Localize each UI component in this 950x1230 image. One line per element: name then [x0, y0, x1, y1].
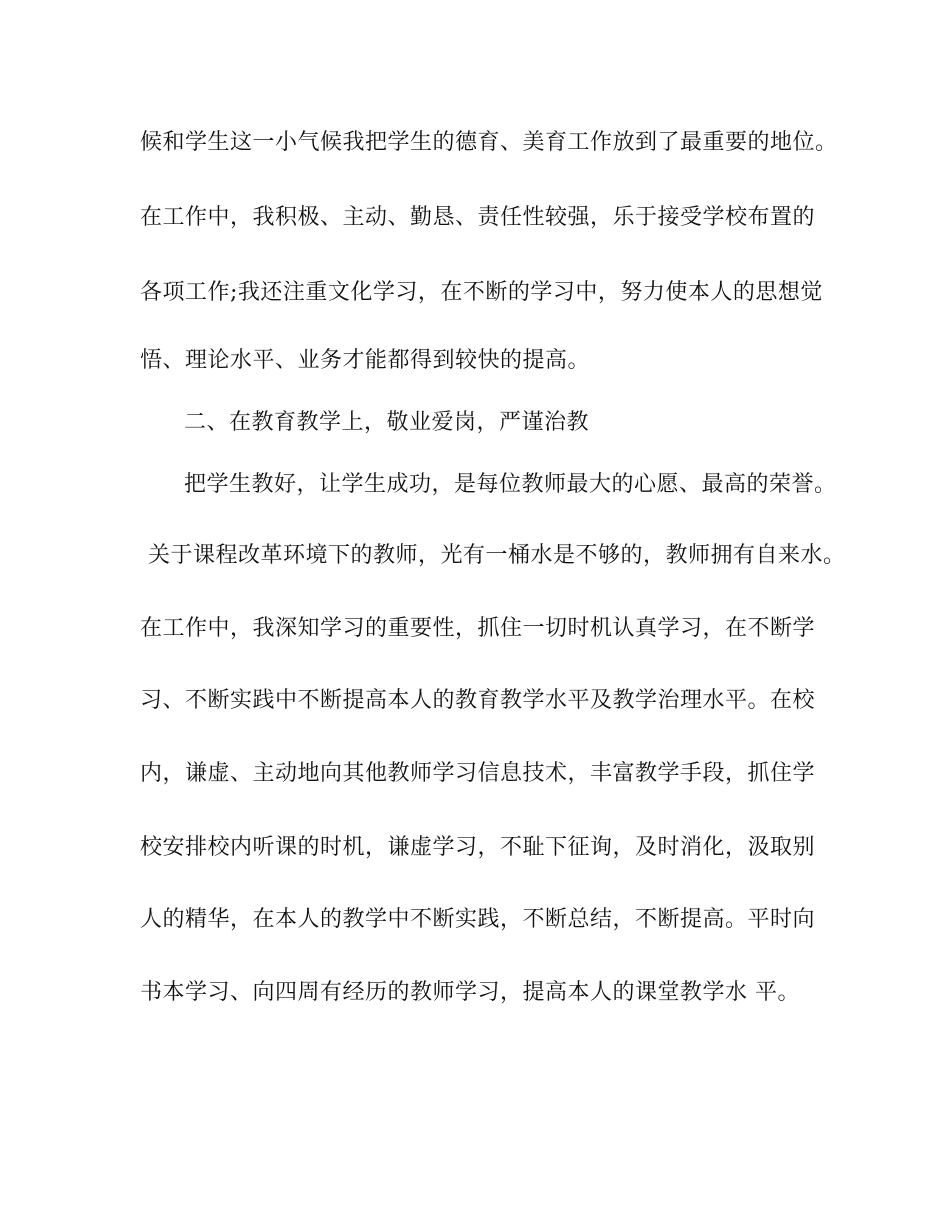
- paragraph-line: 内，谦虚、主动地向其他教师学习信息技术，丰富教学手段，抓住学: [140, 761, 816, 786]
- paragraph-line: 书本学习、向四周有经历的教师学习，提高本人的课堂教学水 平。: [140, 980, 800, 1005]
- paragraph-line: 校安排校内听课的时机，谦虚学习，不耻下征询，及时消化，汲取别: [140, 835, 816, 860]
- section-heading: 二、在教育教学上，敬业爱岗，严谨治教: [184, 410, 590, 435]
- paragraph-line: 把学生教好，让学生成功，是每位教师最大的心愿、最高的荣誉。: [184, 472, 837, 497]
- paragraph-line: 人的精华，在本人的教学中不断实践，不断总结，不断提高。平时向: [140, 907, 816, 932]
- paragraph-line: 习、不断实践中不断提高本人的教育教学水平及教学治理水平。在校: [140, 688, 816, 713]
- paragraph-line: 各项工作;我还注重文化学习，在不断的学习中，努力使本人的思想觉: [140, 280, 823, 305]
- paragraph-line: 悟、理论水平、业务才能都得到较快的提高。: [140, 348, 591, 373]
- paragraph-line: 候和学生这一小气候我把学生的德育、美育工作放到了最重要的地位。: [140, 130, 838, 155]
- paragraph-line: 关于课程改革环境下的教师，光有一桶水是不够的，教师拥有自来水。: [148, 543, 846, 568]
- paragraph-line: 在工作中，我积极、主动、勤恳、责任性较强，乐于接受学校布置的: [140, 205, 816, 230]
- paragraph-line: 在工作中，我深知学习的重要性，抓住一切时机认真学习，在不断学: [140, 616, 816, 641]
